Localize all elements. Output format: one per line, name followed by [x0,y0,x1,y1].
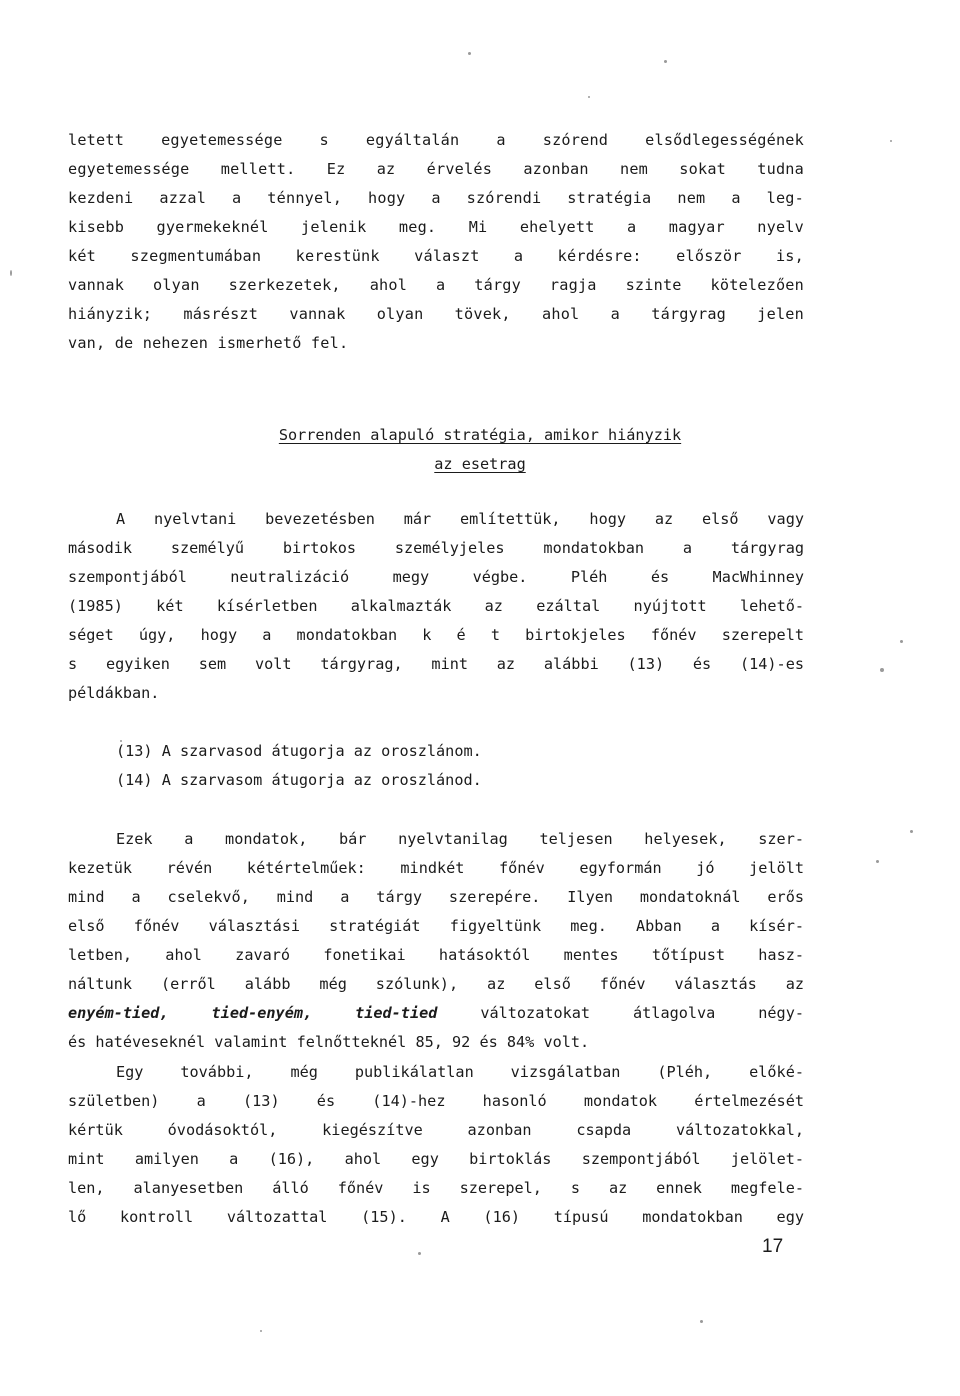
scan-speck [664,60,667,63]
text-line: hiányzik; másrészt vannak olyan tövek, ahol a tárgyrag jelen [68,305,804,323]
scan-speck [876,860,879,863]
scan-speck [890,140,892,142]
scan-speck [120,740,122,742]
example-13: (13) A szarvasod átugorja az oroszlánom. [116,742,482,760]
text-line: Ezek a mondatok, bár nyelvtanilag teljesen helyesek, szer- [116,830,804,848]
text-line: születben) a (13) és (14)-hez hasonló mondatok értelmezését [68,1092,804,1110]
scan-speck [468,52,471,55]
scan-speck [910,830,913,833]
paragraph-3 [68,825,804,1057]
paragraph-1 [68,126,804,358]
text-line: kértük óvodásoktól, kiegészítve azonban csapda változatokkal, [68,1121,804,1139]
text-line-mixed [68,999,804,1028]
scan-speck [588,96,590,98]
text-line: náltunk (erről alább még szólunk), az első főnév választás az [68,975,804,993]
text-line: kezdeni azzal a ténnyel, hogy a szórendi stratégia nem a leg- [68,189,804,207]
text-line: egyetemessége mellett. Ez az érvelés azonban nem sokat tudna [68,160,804,178]
text-line: vannak olyan szerkezetek, ahol a tárgy ragja szinte kötelezően [68,276,804,294]
text-line: s egyiken sem volt tárgyrag, mint az alábbi (13) és (14)-es [68,655,804,673]
scan-speck [418,1252,421,1255]
scan-speck [900,640,903,643]
text-line: len, alanyesetben álló főnév is szerepel, s az ennek megfele- [68,1179,804,1197]
text-line: első főnév választási stratégiát figyeltünk meg. Abban a kísér- [68,917,804,935]
text-line: (1985) két kísérletben alkalmazták az ezáltal nyújtott lehető- [68,597,804,615]
text-line: van, de nehezen ismerhető fel. [68,334,349,352]
text-line: séget úgy, hogy a mondatokban k é t birtokjeles főnév szerepelt [68,626,804,644]
section-heading [0,421,960,450]
scan-speck [700,1320,703,1323]
scan-speck [10,270,12,276]
text-line: kezetük révén kétértelműek: mindkét főnév egyformán jó jelölt [68,859,804,877]
text-line: mind a cselekvő, mind a tárgy szerepére. Ilyen mondatoknál erős [68,888,804,906]
section-heading-2 [0,450,960,479]
text-line: és hatéveseknél valamint felnőtteknél 85, 92 és 84% volt. [68,1033,590,1051]
paragraph-2 [68,505,804,708]
text-line: letben, ahol zavaró fonetikai hatásoktól mentes tőtípust hasz- [68,946,804,964]
example-14: (14) A szarvasom átugorja az oroszlánod. [116,771,482,789]
text-line: Egy további, még publikálatlan vizsgálatban (Pléh, előké- [116,1063,804,1081]
text-line: letett egyetemessége s egyáltalán a szórend elsődlegességének [68,131,804,149]
italic-example-forms: enyém-tied, tied-enyém, tied-tied [68,1004,438,1022]
text-line: kisebb gyermekeknél jelenik meg. Mi ehelyett a magyar nyelv [68,218,804,236]
text-line: két szegmentumában kerestünk választ a kérdésre: először is, [68,247,804,265]
scan-speck [880,668,884,672]
text-line: második személyű birtokos személyjeles mondatokban a tárgyrag [68,539,804,557]
paragraph-4 [68,1058,804,1232]
section-heading-line-1: Sorrenden alapuló stratégia, amikor hiányzik [278,426,682,444]
text-line: példákban. [68,684,160,702]
scan-speck [260,1330,262,1332]
text-line: lő kontroll változattal (15). A (16) típusú mondatokban egy [68,1208,804,1226]
text-fragment: változatokat átlagolva négy- [437,1004,804,1022]
text-line: mint amilyen a (16), ahol egy birtoklás szempontjából jelölet- [68,1150,804,1168]
page-number: 17 [762,1236,784,1257]
text-line: szempontjából neutralizáció megy végbe. Pléh és MacWhinney [68,568,804,586]
section-heading-line-2: az esetrag [434,455,526,473]
text-line: A nyelvtani bevezetésben már említettük, hogy az első vagy [116,510,804,528]
